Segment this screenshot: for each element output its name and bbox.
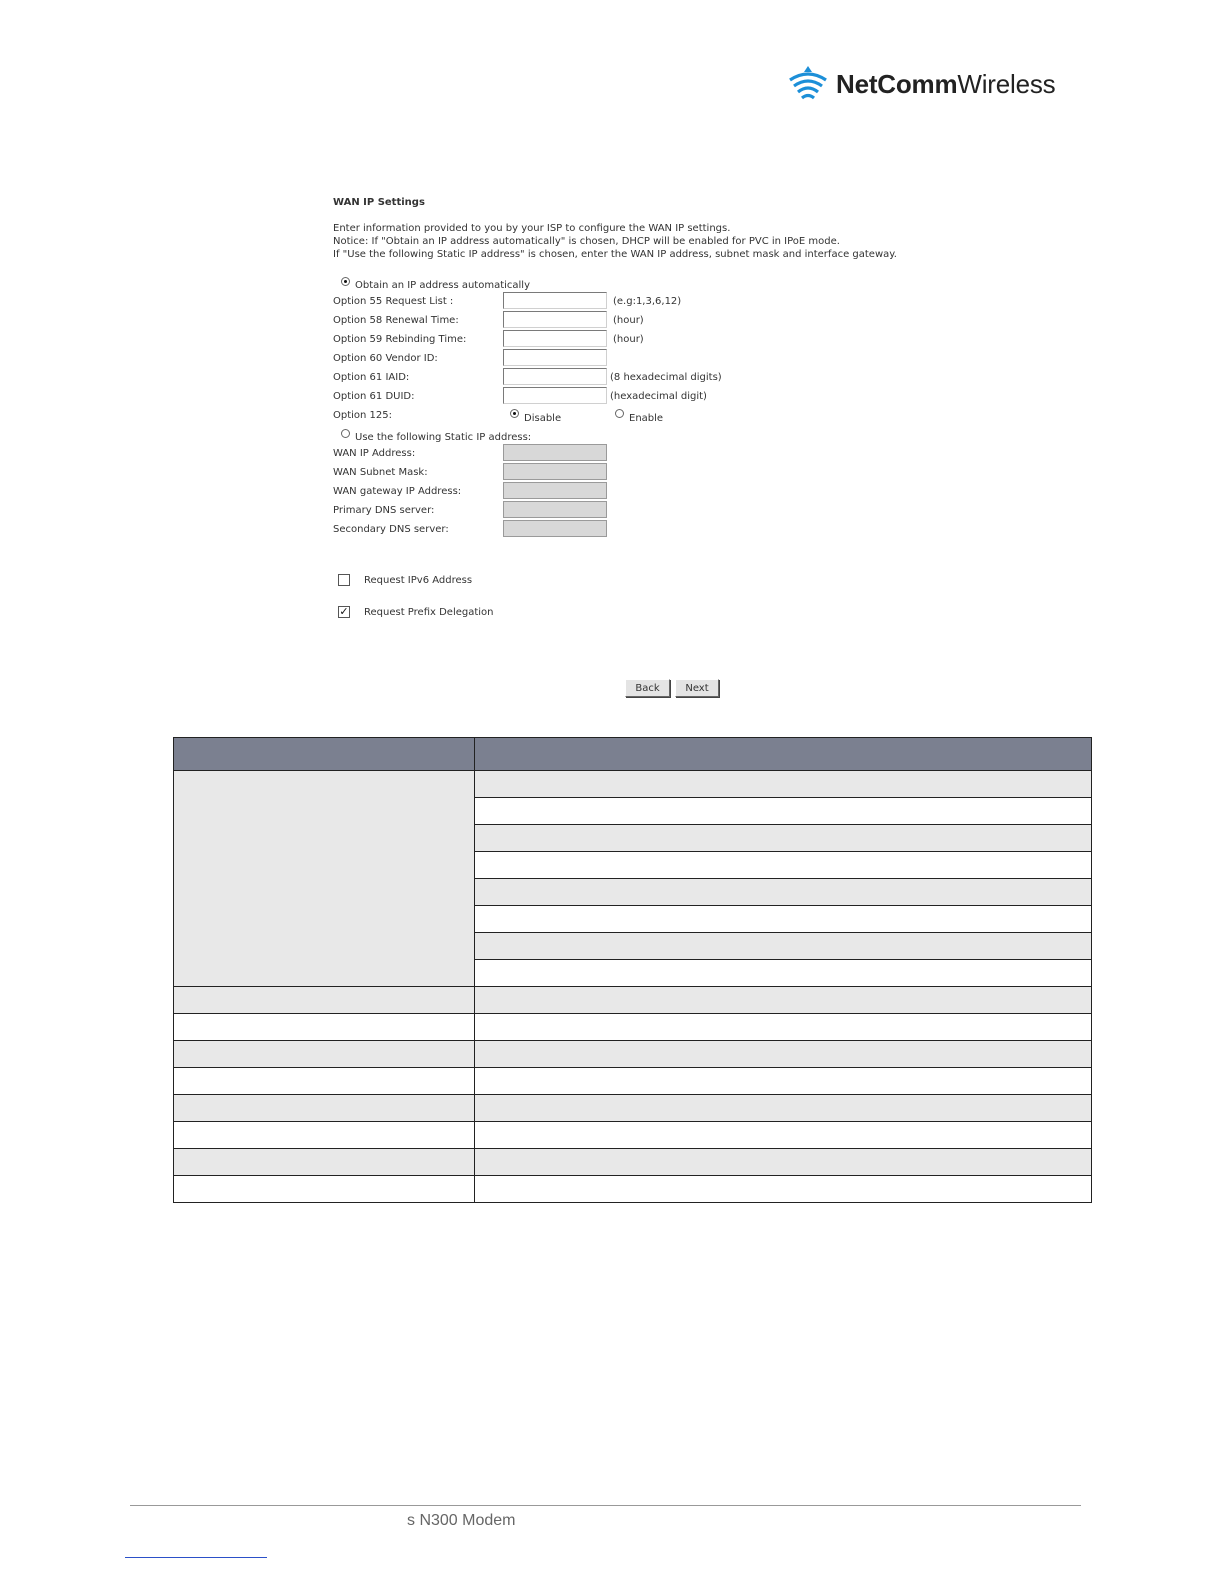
option59-label: Option 59 Rebinding Time: bbox=[333, 334, 467, 345]
table-cell bbox=[475, 1068, 1092, 1095]
intro-line-1: Enter information provided to you by your ISP to configure the WAN IP settings. bbox=[333, 223, 731, 234]
table-row bbox=[174, 1068, 1092, 1095]
wan-gateway-label: WAN gateway IP Address: bbox=[333, 486, 462, 497]
secondary-dns-input[interactable] bbox=[503, 520, 607, 537]
static-ip-radio[interactable] bbox=[341, 429, 350, 438]
primary-dns-label: Primary DNS server: bbox=[333, 505, 435, 516]
intro-line-3: If "Use the following Static IP address" is chosen, enter the WAN IP address, subnet mask and interface gateway. bbox=[333, 249, 897, 260]
request-prefix-label: Request Prefix Delegation bbox=[364, 607, 494, 618]
wan-ip-settings-title: WAN IP Settings bbox=[333, 197, 425, 208]
table-cell bbox=[174, 1122, 475, 1149]
option125-disable-radio[interactable] bbox=[510, 409, 519, 418]
back-button[interactable]: Back bbox=[625, 679, 670, 697]
option125-enable-label: Enable bbox=[629, 413, 664, 424]
table-cell bbox=[475, 825, 1092, 852]
table-cell bbox=[174, 1041, 475, 1068]
table-cell bbox=[174, 1149, 475, 1176]
option61-iaid-hint: (8 hexadecimal digits) bbox=[610, 372, 722, 383]
option58-hint: (hour) bbox=[613, 315, 644, 326]
option61-duid-label: Option 61 DUID: bbox=[333, 391, 415, 402]
table-row bbox=[174, 771, 1092, 798]
table-row bbox=[174, 1041, 1092, 1068]
table-cell bbox=[475, 852, 1092, 879]
option60-input[interactable] bbox=[503, 349, 607, 366]
table-cell bbox=[475, 1095, 1092, 1122]
option61-duid-input[interactable] bbox=[503, 387, 607, 404]
static-ip-label: Use the following Static IP address: bbox=[355, 432, 532, 443]
request-ipv6-label: Request IPv6 Address bbox=[364, 575, 473, 586]
table-cell bbox=[174, 987, 475, 1014]
option58-label: Option 58 Renewal Time: bbox=[333, 315, 459, 326]
brand-name-light: Wireless bbox=[957, 68, 1056, 99]
table-cell bbox=[475, 1176, 1092, 1203]
footer-divider bbox=[130, 1505, 1081, 1506]
brand-name-bold: NetComm bbox=[836, 68, 958, 99]
option55-input[interactable] bbox=[503, 292, 607, 309]
table-cell bbox=[475, 1149, 1092, 1176]
table-row bbox=[174, 1149, 1092, 1176]
footer-link-underline[interactable] bbox=[125, 1557, 267, 1558]
table-cell bbox=[174, 1095, 475, 1122]
option55-hint: (e.g:1,3,6,12) bbox=[613, 296, 682, 307]
table-cell bbox=[475, 879, 1092, 906]
table-cell bbox=[475, 987, 1092, 1014]
option61-duid-hint: (hexadecimal digit) bbox=[610, 391, 707, 402]
option58-input[interactable] bbox=[503, 311, 607, 328]
wifi-signal-icon bbox=[786, 62, 830, 106]
wan-gateway-input[interactable] bbox=[503, 482, 607, 499]
netcomm-logo bbox=[786, 62, 1055, 106]
wan-ip-address-input[interactable] bbox=[503, 444, 607, 461]
option59-input[interactable] bbox=[503, 330, 607, 347]
option61-iaid-label: Option 61 IAID: bbox=[333, 372, 410, 383]
table-cell bbox=[475, 1122, 1092, 1149]
option125-disable-label: Disable bbox=[524, 413, 562, 424]
table-cell-merged bbox=[174, 771, 475, 987]
table-row bbox=[174, 1014, 1092, 1041]
table-cell bbox=[174, 1068, 475, 1095]
intro-line-2: Notice: If "Obtain an IP address automatically" is chosen, DHCP will be enabled for PVC in IPoE mode. bbox=[333, 236, 840, 247]
table-row bbox=[174, 1122, 1092, 1149]
table-cell bbox=[174, 1176, 475, 1203]
table-header-cell bbox=[174, 738, 475, 771]
table-cell bbox=[174, 1014, 475, 1041]
request-prefix-checkbox[interactable]: ✓ bbox=[339, 605, 349, 618]
table-cell bbox=[475, 960, 1092, 987]
wan-ip-address-label: WAN IP Address: bbox=[333, 448, 416, 459]
footer-text: s N300 Modem bbox=[407, 1512, 516, 1529]
wan-subnet-mask-input[interactable] bbox=[503, 463, 607, 480]
table-row bbox=[174, 1176, 1092, 1203]
table-cell bbox=[475, 1041, 1092, 1068]
wan-subnet-mask-label: WAN Subnet Mask: bbox=[333, 467, 428, 478]
table-cell bbox=[475, 1014, 1092, 1041]
option60-label: Option 60 Vendor ID: bbox=[333, 353, 438, 364]
option59-hint: (hour) bbox=[613, 334, 644, 345]
settings-table bbox=[173, 737, 1092, 1203]
table-cell bbox=[475, 906, 1092, 933]
table-cell bbox=[475, 798, 1092, 825]
secondary-dns-label: Secondary DNS server: bbox=[333, 524, 449, 535]
table-header-cell bbox=[475, 738, 1092, 771]
obtain-auto-radio[interactable] bbox=[341, 277, 350, 286]
table-cell bbox=[475, 771, 1092, 798]
request-ipv6-checkbox[interactable] bbox=[338, 574, 350, 586]
table-header-row bbox=[174, 738, 1092, 771]
option55-label: Option 55 Request List : bbox=[333, 296, 454, 307]
table-row bbox=[174, 1095, 1092, 1122]
option125-label: Option 125: bbox=[333, 410, 393, 421]
table-row bbox=[174, 987, 1092, 1014]
table-cell bbox=[475, 933, 1092, 960]
option125-enable-radio[interactable] bbox=[615, 409, 624, 418]
obtain-auto-label: Obtain an IP address automatically bbox=[355, 280, 531, 291]
primary-dns-input[interactable] bbox=[503, 501, 607, 518]
option61-iaid-input[interactable] bbox=[503, 368, 607, 385]
next-button[interactable]: Next bbox=[675, 679, 719, 697]
